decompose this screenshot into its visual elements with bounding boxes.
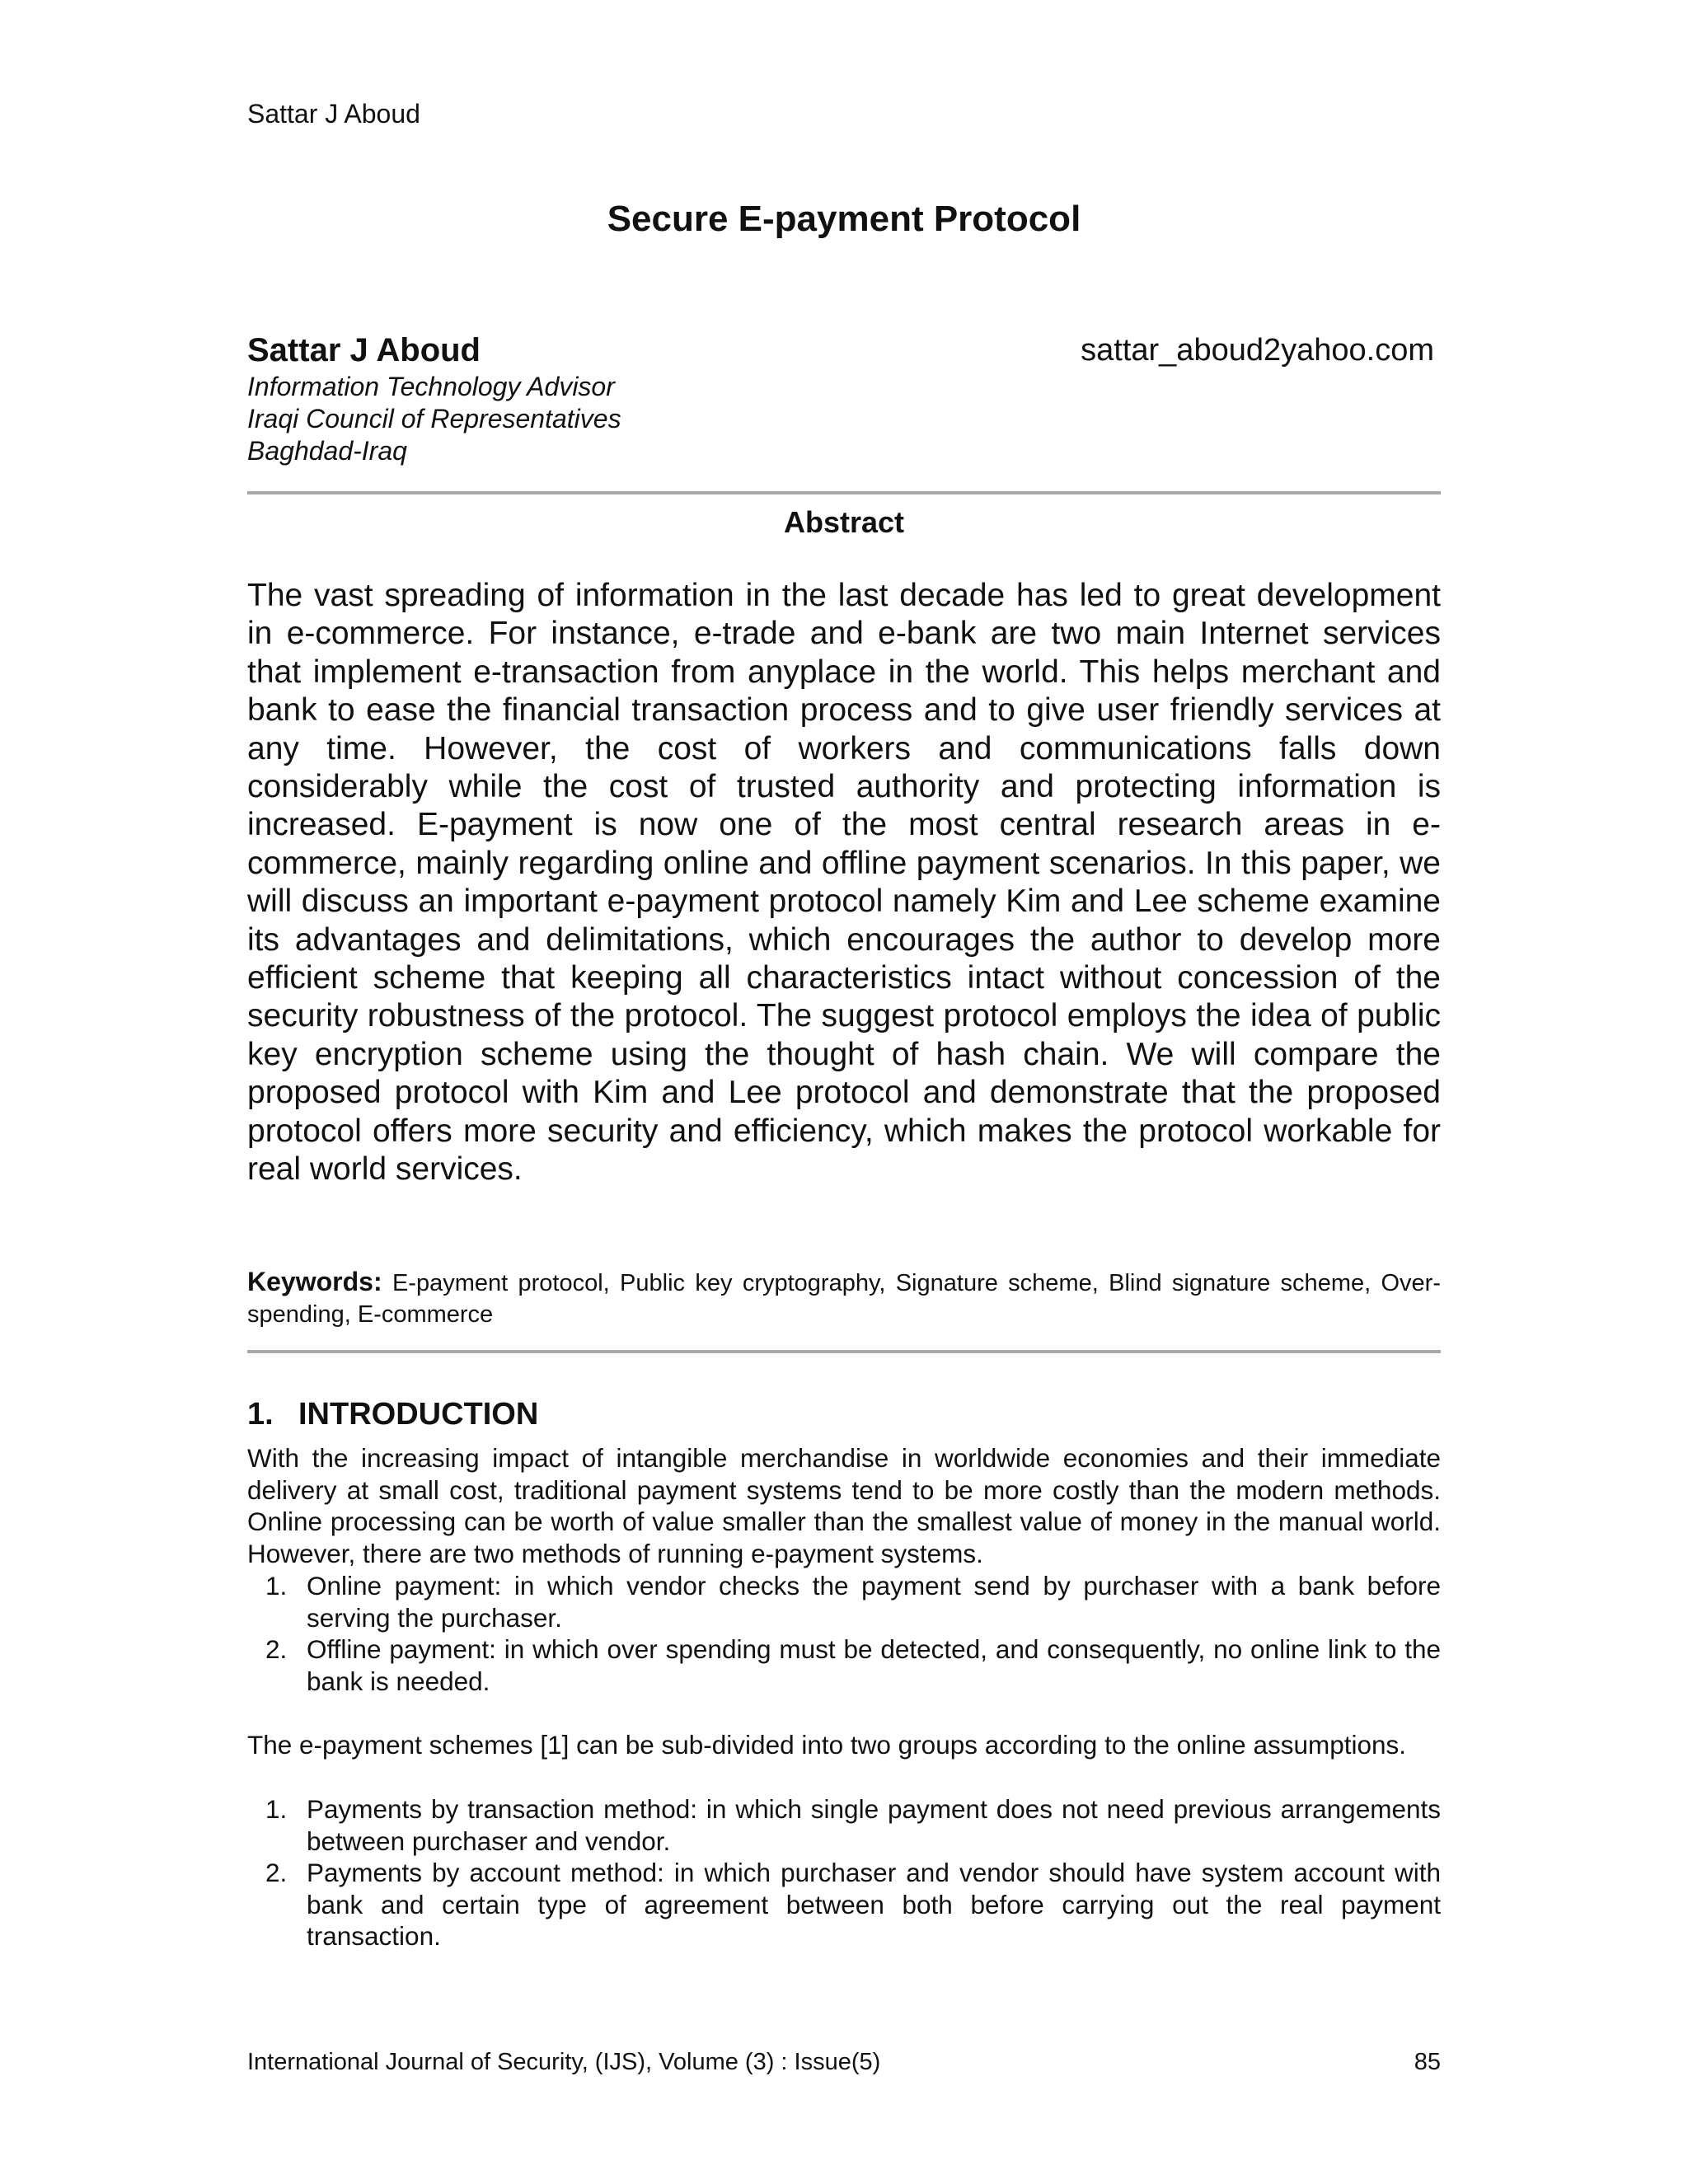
- list-item-text: Offline payment: in which over spending must be detected, and consequently, no online link to the bank is needed.: [307, 1634, 1441, 1696]
- running-head: Sattar J Aboud: [247, 99, 420, 129]
- list-item-number: 2.: [265, 1634, 288, 1665]
- list-item: [247, 1570, 1441, 1633]
- intro-paragraph: The e-payment schemes [1] can be sub-divided into two groups according to the online assumptions.: [247, 1730, 1407, 1760]
- affiliation-line: Information Technology Advisor: [247, 372, 615, 401]
- footer-page-number: 85: [1414, 2049, 1441, 2075]
- list-item-text: Payments by transaction method: in which single payment does not need previous arrangements between purchaser and vendor.: [307, 1794, 1441, 1856]
- author-block: [247, 330, 1441, 467]
- payment-groups-list: [247, 1793, 1441, 1952]
- list-item-number: 1.: [265, 1794, 288, 1824]
- section-title: INTRODUCTION: [298, 1397, 539, 1432]
- divider: [247, 1350, 1441, 1353]
- paper-title: Secure E-payment Protocol: [607, 199, 1081, 239]
- list-item-number: 1.: [265, 1571, 288, 1601]
- keywords-label: Keywords:: [247, 1267, 382, 1296]
- author-name: Sattar J Aboud: [247, 332, 481, 368]
- divider: [247, 491, 1441, 494]
- footer-journal: International Journal of Security, (IJS), Volume (3) : Issue(5): [247, 2049, 881, 2075]
- abstract-heading: Abstract: [783, 505, 905, 539]
- affiliation-line: Baghdad-Iraq: [247, 436, 407, 466]
- list-item: [247, 1857, 1441, 1952]
- affiliation-line: Iraqi Council of Representatives: [247, 404, 621, 434]
- author-email: sattar_aboud2yahoo.com: [1081, 333, 1434, 368]
- list-item: [247, 1633, 1441, 1697]
- keywords: [247, 1266, 1441, 1330]
- section-number: 1.: [247, 1397, 274, 1432]
- payment-methods-list: [247, 1570, 1441, 1697]
- abstract-text: The vast spreading of information in the last decade has led to great development in e-commerce. For instance, e-trade and e-bank are two main Internet services that implement e-transaction from anyplace in the world. This helps merchant and bank to ease the financial transaction process and to give user friendly services at any time. However, the cost of workers and communications falls down considerably while the cost of trusted authority and protecting information is increased. E-payment is now one of the most central research areas in e-commerce, mainly regarding online and offline payment scenarios. In this paper, we will discuss an important e-payment protocol namely Kim and Lee scheme examine its advantages and delimitations, which encourages the author to develop more efficient scheme that keeping all characteristics intact without concession of the security robustness of the protocol. The suggest protocol employs the idea of public key encryption scheme using the thought of hash chain. We will compare the proposed protocol with Kim and Lee protocol and demonstrate that the proposed protocol offers more security and efficiency, which makes the protocol workable for real world services.: [247, 578, 1441, 1188]
- list-item: [247, 1793, 1441, 1857]
- intro-paragraph: With the increasing impact of intangible merchandise in worldwide economies and their immediate delivery at small cost, traditional payment systems tend to be more costly than the modern methods. Online processing can be worth of value smaller than the smallest value of money in the manual world. However, there are two methods of running e-payment systems.: [247, 1443, 1441, 1568]
- list-item-text: Online payment: in which vendor checks the payment send by purchaser with a bank before serving the purchaser.: [307, 1571, 1441, 1633]
- list-item-text: Payments by account method: in which purchaser and vendor should have system account with bank and certain type of agreement between both before carrying out the real payment transaction.: [307, 1858, 1441, 1952]
- keywords-text: E-payment protocol, Public key cryptography, Signature scheme, Blind signature scheme, Over-spending, E-commerce: [247, 1270, 1441, 1328]
- section-heading: [247, 1394, 538, 1434]
- list-item-number: 2.: [265, 1858, 288, 1888]
